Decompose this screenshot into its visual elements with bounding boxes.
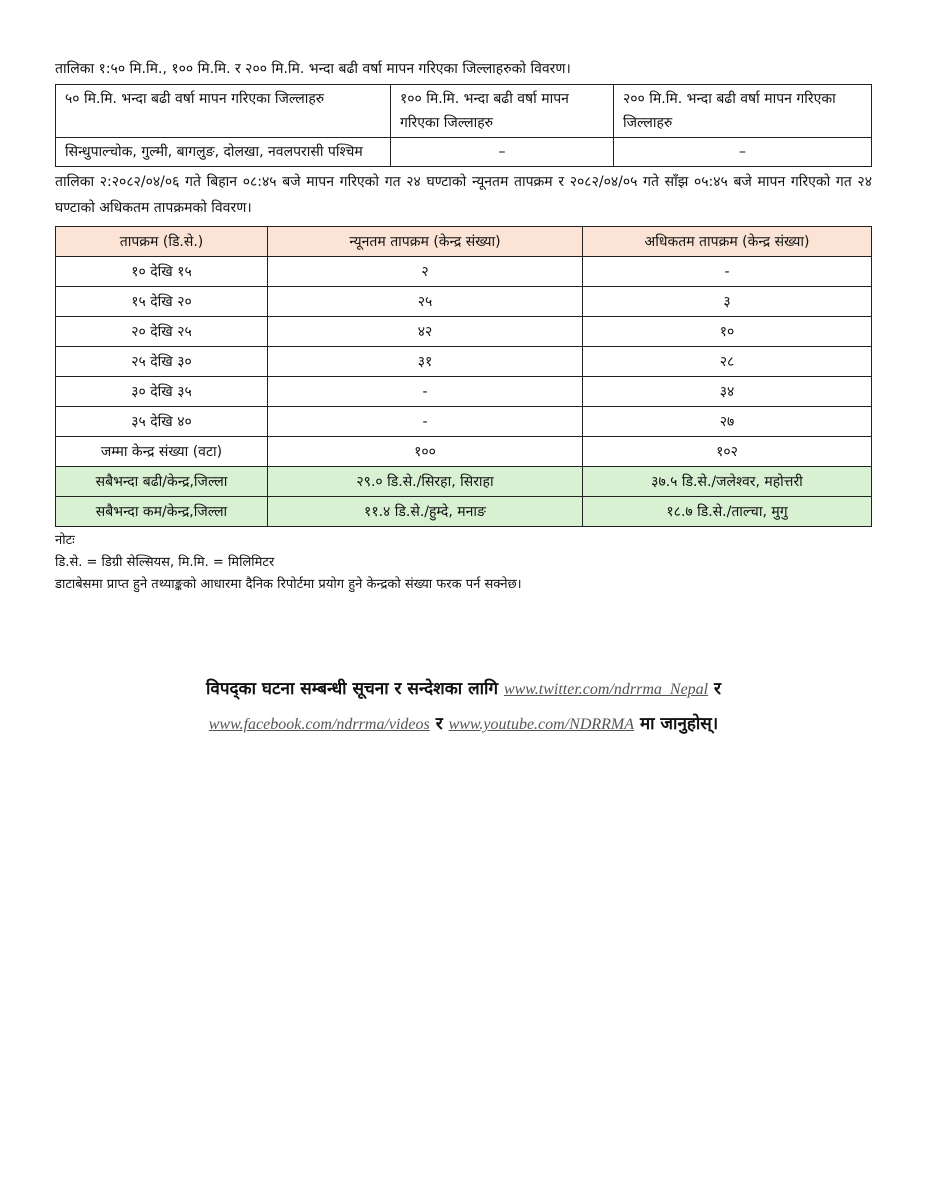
highest-min-cell: २९.० डि.से./सिरहा, सिराहा <box>268 467 583 497</box>
notes-line-1: डि.से. = डिग्री सेल्सियस, मि.मि. = मिलिमिटर <box>55 555 275 570</box>
max-count-cell: ३४ <box>583 377 872 407</box>
range-cell: ३० देखि ३५ <box>56 377 268 407</box>
notes-title: नोटः <box>55 533 75 548</box>
footer-text-2: मा जानुहोस्। <box>639 714 719 734</box>
lowest-max-cell: १८.७ डि.से./ताल्चा, मुगु <box>583 497 872 527</box>
min-count-cell: २ <box>268 257 583 287</box>
notes-line-2: डाटाबेसमा प्राप्त हुने तथ्याङ्कको आधारमा दैनिक रिपोर्टमा प्रयोग हुने केन्द्रको संख्या फरक पर्न सक्नेछ। <box>55 577 522 592</box>
max-count-cell: १० <box>583 317 872 347</box>
facebook-link[interactable]: www.facebook.com/ndrrma/videos <box>208 716 430 733</box>
table-row-lowest <box>56 497 872 527</box>
table1-cell-200mm: – <box>614 138 872 167</box>
table2-header-min: न्यूनतम तापक्रम (केन्द्र संख्या) <box>268 227 583 257</box>
table1-header-200mm: २०० मि.मि. भन्दा बढी वर्षा मापन गरिएका जिल्लाहरु <box>614 85 872 138</box>
table-row <box>56 347 872 377</box>
min-count-cell: - <box>268 407 583 437</box>
table2-header-max: अधिकतम तापक्रम (केन्द्र संख्या) <box>583 227 872 257</box>
footer-and-2: र <box>435 714 443 734</box>
rainfall-districts-table <box>55 84 872 167</box>
total-min-cell: १०० <box>268 437 583 467</box>
max-count-cell: २७ <box>583 407 872 437</box>
lowest-label-cell: सबैभन्दा कम/केन्द्र,जिल्ला <box>56 497 268 527</box>
max-count-cell: २८ <box>583 347 872 377</box>
min-count-cell: २५ <box>268 287 583 317</box>
table1-header-50mm: ५० मि.मि. भन्दा बढी वर्षा मापन गरिएका जिल्लाहरु <box>56 85 391 138</box>
report-page <box>55 56 872 596</box>
total-label-cell: जम्मा केन्द्र संख्या (वटा) <box>56 437 268 467</box>
table-row <box>56 377 872 407</box>
total-max-cell: १०२ <box>583 437 872 467</box>
table2-header-range: तापक्रम (डि.से.) <box>56 227 268 257</box>
table-row-highest <box>56 467 872 497</box>
range-cell: ३५ देखि ४० <box>56 407 268 437</box>
table1-cell-50mm: सिन्धुपाल्चोक, गुल्मी, बागलुङ, दोलखा, नवलपरासी पश्चिम <box>56 138 391 167</box>
table2-caption: तालिका २:२०८२/०४/०६ गते बिहान ०८:४५ बजे मापन गरिएको गत २४ घण्टाको न्यूनतम तापक्रम र २०८२/०४/०५ गते साँझ ०५:४५ बजे मापन गरिएको गत २४ घण्टाको अधिकतम तापक्रमको विवरण। <box>55 174 872 216</box>
table-row <box>56 287 872 317</box>
range-cell: २५ देखि ३० <box>56 347 268 377</box>
range-cell: १५ देखि २० <box>56 287 268 317</box>
min-count-cell: ३१ <box>268 347 583 377</box>
range-cell: १० देखि १५ <box>56 257 268 287</box>
table1-header-row <box>56 85 872 138</box>
range-cell: २० देखि २५ <box>56 317 268 347</box>
notes <box>55 530 872 596</box>
twitter-link[interactable]: www.twitter.com/ndrrma_Nepal <box>503 681 709 698</box>
temperature-table <box>55 226 872 527</box>
footer-line-1 <box>0 672 927 707</box>
max-count-cell: - <box>583 257 872 287</box>
max-count-cell: ३ <box>583 287 872 317</box>
table-row <box>56 317 872 347</box>
table1-cell-100mm: – <box>391 138 614 167</box>
table-row-total <box>56 437 872 467</box>
lowest-min-cell: ११.४ डि.से./हुम्दे, मनाङ <box>268 497 583 527</box>
highest-max-cell: ३७.५ डि.से./जलेश्वर, महोत्तरी <box>583 467 872 497</box>
footer-text-1: विपद्का घटना सम्बन्धी सूचना र सन्देशका लागि <box>206 679 499 699</box>
table1-header-100mm: १०० मि.मि. भन्दा बढी वर्षा मापन गरिएका जिल्लाहरु <box>391 85 614 138</box>
footer-line-2 <box>0 707 927 742</box>
youtube-link[interactable]: www.youtube.com/NDRRMA <box>448 716 635 733</box>
table1-caption: तालिका १:५० मि.मि., १०० मि.मि. र २०० मि.मि. भन्दा बढी वर्षा मापन गरिएका जिल्लाहरुको विवरण। <box>55 61 571 77</box>
table-row <box>56 407 872 437</box>
highest-label-cell: सबैभन्दा बढी/केन्द्र,जिल्ला <box>56 467 268 497</box>
table1-row <box>56 138 872 167</box>
table-row <box>56 257 872 287</box>
min-count-cell: - <box>268 377 583 407</box>
min-count-cell: ४२ <box>268 317 583 347</box>
footer-and-1: र <box>714 679 721 699</box>
table2-header-row <box>56 227 872 257</box>
